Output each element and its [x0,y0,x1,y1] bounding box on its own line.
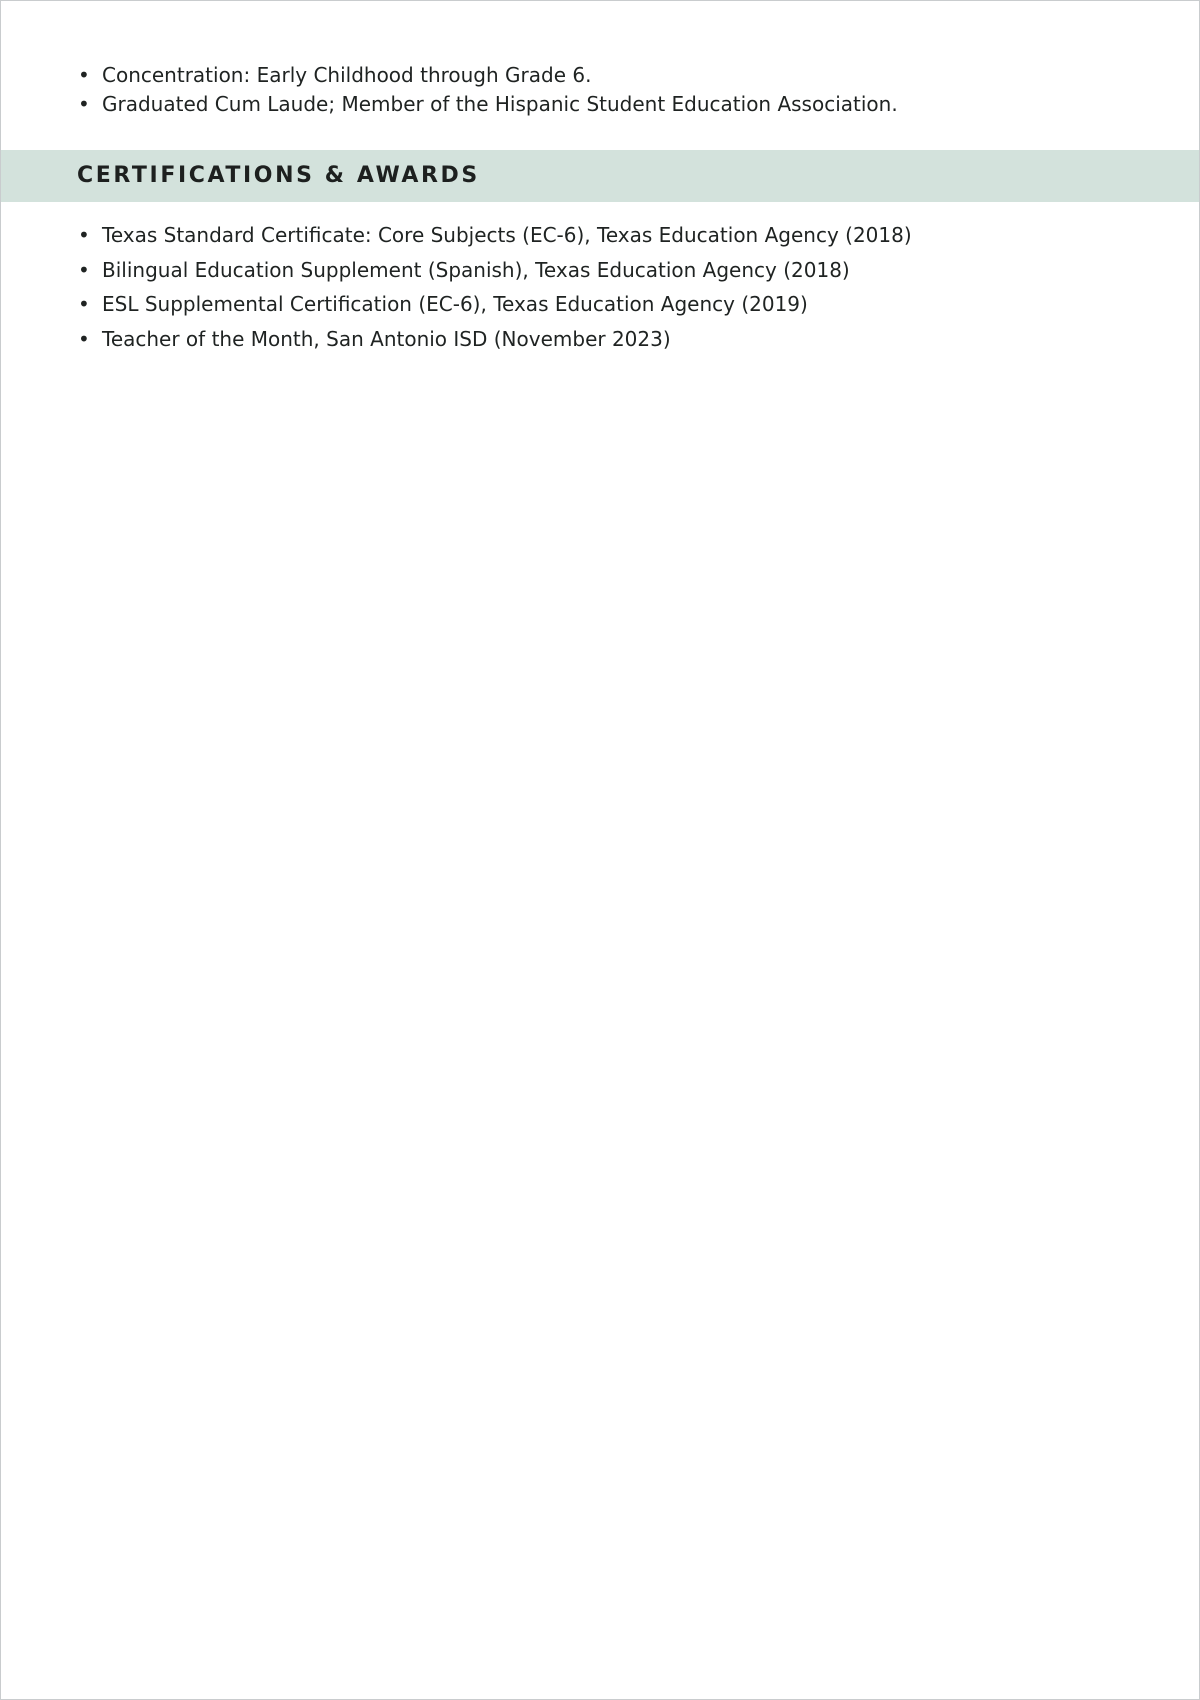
list-item [78,290,1139,319]
bullet-icon: • [78,63,90,87]
bullet-icon: • [78,292,90,316]
bullet-icon: • [78,223,90,247]
award-text: Teacher of the Month, San Antonio ISD (November 2023) [102,326,671,351]
certification-text: Bilingual Education Supplement (Spanish), Texas Education Agency (2018) [102,257,850,282]
certifications-section-header [1,150,1199,202]
education-bullet-text: Graduated Cum Laude; Member of the Hispanic Student Education Association. [102,92,898,116]
list-item [78,221,1139,250]
bullet-icon: • [78,257,90,282]
certifications-list [78,221,1139,359]
list-item [78,325,1139,354]
bullet-icon: • [78,92,90,116]
certification-text: ESL Supplemental Certification (EC-6), Texas Education Agency (2019) [102,292,808,316]
bullet-icon: • [78,326,90,351]
education-details-list [78,61,1139,119]
education-bullet-text: Concentration: Early Childhood through Grade 6. [102,63,592,87]
list-item [78,256,1139,285]
section-title: CERTIFICATIONS & AWARDS [77,163,480,188]
list-item [78,61,1139,90]
certification-text: Texas Standard Certificate: Core Subjects (EC-6), Texas Education Agency (2018) [102,223,912,247]
list-item [78,90,1139,119]
